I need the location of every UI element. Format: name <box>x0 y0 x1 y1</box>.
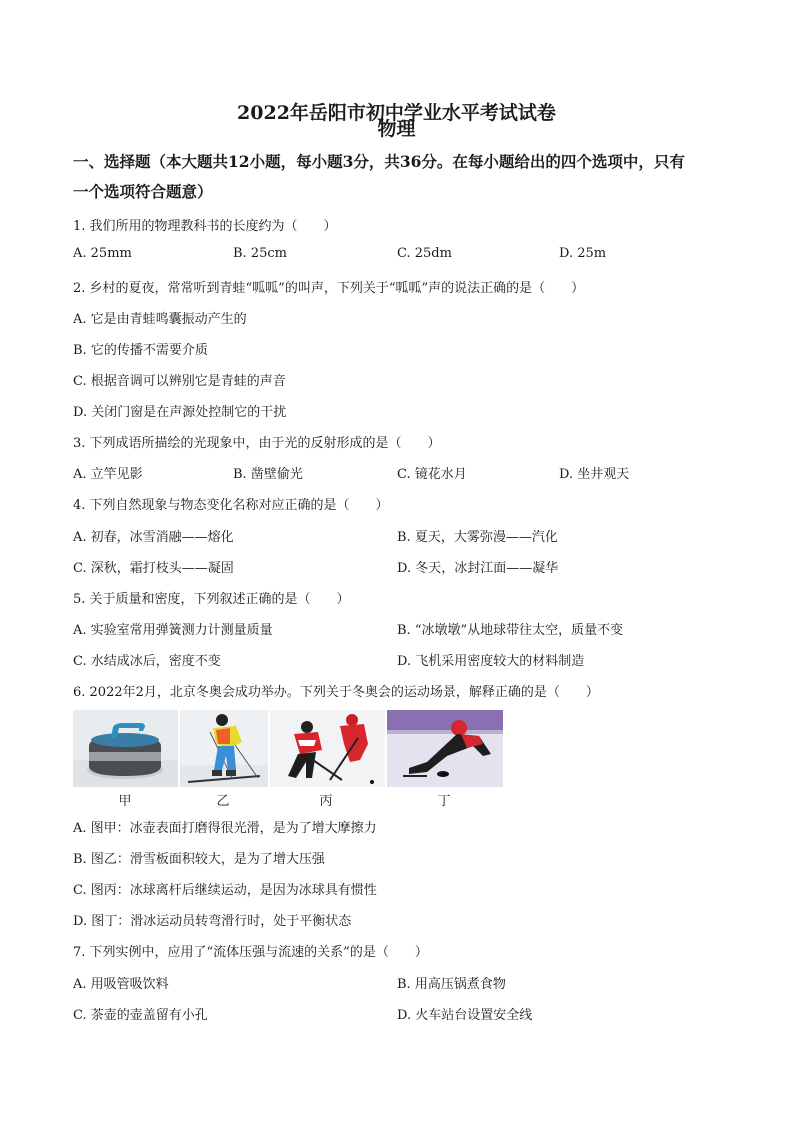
option-c: C. 镜花水月 <box>397 467 467 482</box>
figure-label-ding: 丁 <box>437 794 451 809</box>
option-c: C. 水结成冰后，密度不变 <box>73 654 221 669</box>
option-a: A. 立竿见影 <box>73 467 143 482</box>
option-d: D. 冬天，冰封江面——凝华 <box>397 561 559 576</box>
subject-title: 物理 <box>377 118 416 140</box>
option-a: A. 图甲：冰壶表面打磨得很光滑，是为了增大摩擦力 <box>73 821 377 836</box>
question-stem: 5. 关于质量和密度，下列叙述正确的是（ ） <box>73 592 350 607</box>
skier-image <box>180 710 268 787</box>
option-b: B. 它的传播不需要介质 <box>73 343 208 358</box>
option-d: D. 飞机采用密度较大的材料制造 <box>397 654 585 669</box>
curling-stone-image <box>73 710 178 787</box>
question-stem: 7. 下列实例中，应用了“流体压强与流速的关系”的是（ ） <box>73 945 428 960</box>
figure-label-bing: 丙 <box>319 794 333 809</box>
option-d: D. 图丁：滑冰运动员转弯滑行时，处于平衡状态 <box>73 914 352 929</box>
option-a: A. 初春，冰雪消融——熔化 <box>73 530 234 545</box>
option-b: B. 凿壁偷光 <box>233 467 303 482</box>
section-heading-line1: 一、选择题（本大题共12小题，每小题3分，共36分。在每小题给出的四个选项中，只有 <box>73 152 685 171</box>
option-c: C. 根据音调可以辨别它是青蛙的声音 <box>73 374 286 389</box>
option-a: A. 25mm <box>73 246 132 261</box>
option-a: A. 它是由青蛙鸣囊振动产生的 <box>73 312 247 327</box>
option-b: B. 25cm <box>233 246 287 261</box>
option-a: A. 实验室常用弹簧测力计测量质量 <box>73 623 273 638</box>
question-stem: 2. 乡村的夏夜，常常听到青蛙“呱呱”的叫声，下列关于“呱呱”声的说法正确的是（ ） <box>73 281 585 296</box>
option-d: D. 25m <box>559 246 607 261</box>
option-d: D. 关闭门窗是在声源处控制它的干扰 <box>73 405 287 420</box>
option-b: B. 图乙：滑雪板面积较大，是为了增大压强 <box>73 852 325 867</box>
exam-title: 2022年岳阳市初中学业水平考试试卷 <box>237 102 556 124</box>
ice-hockey-image <box>270 710 385 787</box>
option-c: C. 茶壶的壶盖留有小孔 <box>73 1008 208 1023</box>
figure-label-yi: 乙 <box>216 794 230 809</box>
option-c: C. 图丙：冰球离杆后继续运动，是因为冰球具有惯性 <box>73 883 377 898</box>
section-heading-line2: 一个选项符合题意） <box>73 182 213 201</box>
option-b: B. “冰墩墩”从地球带往太空，质量不变 <box>397 623 624 638</box>
option-c: C. 25dm <box>397 246 452 261</box>
option-d: D. 火车站台设置安全线 <box>397 1008 533 1023</box>
question-stem: 3. 下列成语所描绘的光现象中，由于光的反射形成的是（ ） <box>73 436 441 451</box>
option-d: D. 坐井观天 <box>559 467 630 482</box>
option-b: B. 用高压锅煮食物 <box>397 977 506 992</box>
option-c: C. 深秋，霜打枝头——凝固 <box>73 561 234 576</box>
question-stem: 6. 2022年2月，北京冬奥会成功举办。下列关于冬奥会的运动场景，解释正确的是（ ） <box>73 685 599 700</box>
option-b: B. 夏天，大雾弥漫——汽化 <box>397 530 558 545</box>
question-stem: 4. 下列自然现象与物态变化名称对应正确的是（ ） <box>73 498 389 513</box>
question-stem: 1. 我们所用的物理教科书的长度约为（ ） <box>73 219 337 234</box>
speed-skater-image <box>387 710 503 787</box>
figure-label-jia: 甲 <box>118 794 132 809</box>
option-a: A. 用吸管吸饮料 <box>73 977 169 992</box>
